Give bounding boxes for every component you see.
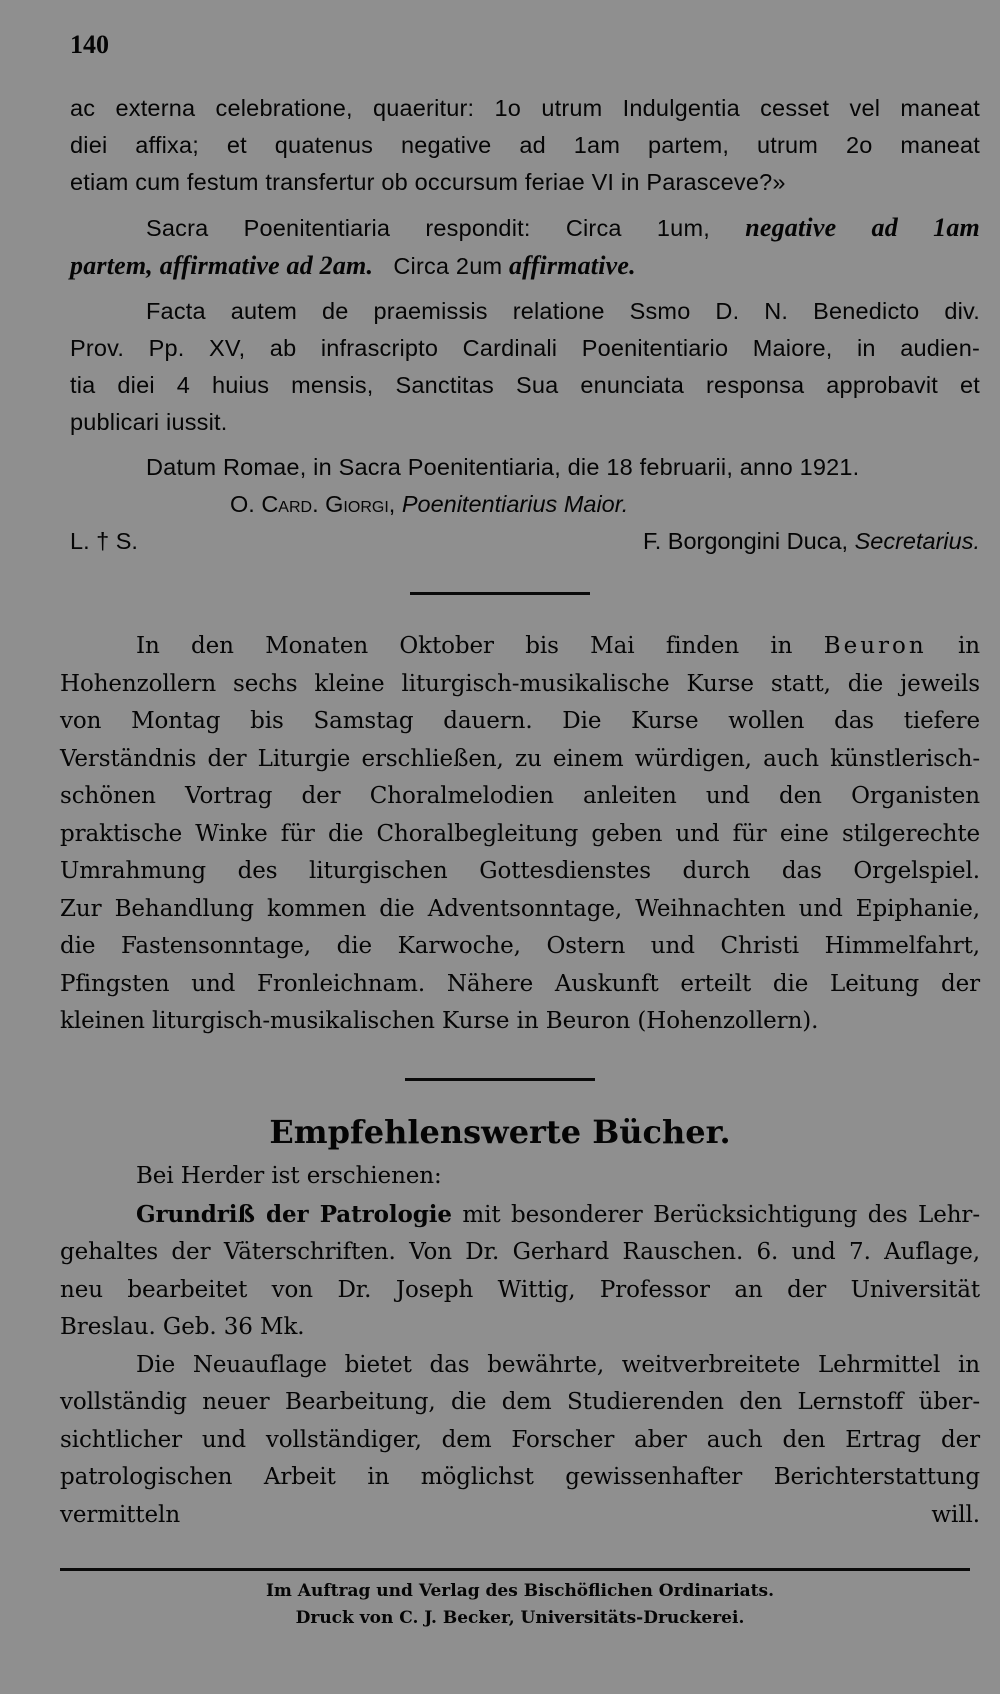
section-divider [405, 1078, 595, 1081]
response-line [70, 247, 980, 285]
cardinal-name: O. Card. Giorgi, [230, 491, 396, 517]
beuron-notice [60, 628, 980, 1041]
section-divider [410, 592, 590, 595]
book-entry-line [60, 1196, 980, 1235]
footer-rule [60, 1568, 970, 1571]
notice-line: von Montag bis Samstag dauern. Die Kurse wollen das tiefere [60, 708, 980, 734]
relation-line: tia diei 4 huius mensis, Sanctitas Sua enunciata responsa approbavit et [70, 372, 980, 398]
seal-and-secretary [70, 523, 980, 560]
book-entry-line: gehaltes der Väterschriften. Von Dr. Gerhard Rauschen. 6. und 7. Auflage, [60, 1239, 980, 1265]
notice-line: kleinen liturgisch-musikalischen Kurse in Beuron (Hohenzollern). [60, 1008, 819, 1034]
secretary-name: F. Borgongini Duca, [642, 528, 849, 554]
question-line: etiam cum festum transfertur ob occursum feriae VI in Parasceve?» [70, 169, 786, 195]
imprint-line: Im Auftrag und Verlag des Bischöflichen Ordinariats. [265, 1581, 775, 1601]
notice-line: Zur Behandlung kommen die Adventsonntage, Weihnachten und Epiphanie, [60, 895, 980, 922]
response-line [70, 209, 980, 247]
response-italic: negative ad 1am [745, 213, 980, 242]
review-line: sichtlicher und vollständiger, dem Forscher aber auch den Ertrag der [60, 1426, 980, 1453]
cardinal-signature [70, 486, 980, 523]
printer-line: Druck von C. J. Becker, Universitäts-Druckerei. [295, 1608, 745, 1628]
relation-line: Facta autem de praemissis relatione Ssmo D. N. Benedicto div. [146, 298, 980, 324]
relation-line: Prov. Pp. XV, ab infrascripto Cardinali Poenitentiario Maiore, in audien- [70, 335, 980, 361]
notice-line: die Fastensonntage, die Karwoche, Ostern und Christi Himmelfahrt, [60, 933, 980, 959]
book-entry-text: mit besonderer Berücksichtigung des Lehr- [462, 1201, 980, 1228]
notice-line: praktische Winke für die Choralbegleitung geben und für eine stilgerechte [60, 820, 980, 847]
notice-line: Verständnis der Liturgie erschließen, zu einem würdigen, auch künstlerisch- [60, 745, 980, 772]
notice-line: Hohenzollern sechs kleine liturgisch-musikalische Kurse statt, die jeweils [60, 670, 980, 697]
question-line: ac externa celebratione, quaeritur: 1o utrum Indulgentia cesset vel maneat [70, 95, 980, 121]
latin-decree [70, 90, 980, 560]
notice-line: schönen Vortrag der Choralmelodien anleiten und den Organisten [60, 783, 980, 809]
response-italic: partem, affirmative ad 2am. [70, 251, 374, 280]
question-line: diei affixa; et quatenus negative ad 1am partem, utrum 2o maneat [70, 132, 980, 158]
datum-line: Datum Romae, in Sacra Poenitentiaria, die 18 februarii, anno 1921. [146, 454, 860, 480]
cardinal-title: Poenitentiarius Maior. [401, 491, 629, 517]
publisher-intro: Bei Herder ist erschienen: [136, 1163, 442, 1189]
seal-mark: L. † S. [70, 528, 138, 554]
books-heading: Empfehlenswerte Bücher. [269, 1113, 731, 1151]
secretary-title: Secretarius. [854, 528, 980, 554]
review-line: vollständig neuer Bearbeitung, die dem Studierenden den Lernstoff über- [60, 1389, 980, 1415]
notice-line: In den Monaten Oktober bis Mai finden in Beuron in [136, 633, 980, 659]
review-line: patrologischen Arbeit in möglichst gewissenhafter Berichterstattung vermitteln will. [60, 1464, 980, 1528]
notice-line: Umrahmung des liturgischen Gottesdienstes durch das Orgelspiel. [60, 858, 980, 884]
book-entry-line: Breslau. Geb. 36 Mk. [60, 1314, 305, 1340]
response-italic: affirmative. [508, 251, 636, 280]
response-text: Sacra Poenitentiaria respondit: Circa 1um, [146, 215, 710, 241]
book-recommendation [60, 1158, 980, 1534]
review-line: Die Neuauflage bietet das bewährte, weitverbreitete Lehrmittel in [136, 1351, 980, 1378]
place-name: Beuron [823, 633, 927, 659]
relation-line: publicari iussit. [70, 409, 228, 435]
page-number: 140 [70, 30, 109, 59]
imprint-footer [60, 1578, 980, 1632]
response-text: Circa 2um [393, 253, 503, 279]
book-entry-line: neu bearbeitet von Dr. Joseph Wittig, Professor an der Universität [60, 1276, 980, 1303]
secretary [643, 523, 980, 560]
book-title: Grundriß der Patrologie [136, 1200, 452, 1228]
notice-line: Pfingsten und Fronleichnam. Nähere Auskunft erteilt die Leitung der [60, 970, 980, 997]
